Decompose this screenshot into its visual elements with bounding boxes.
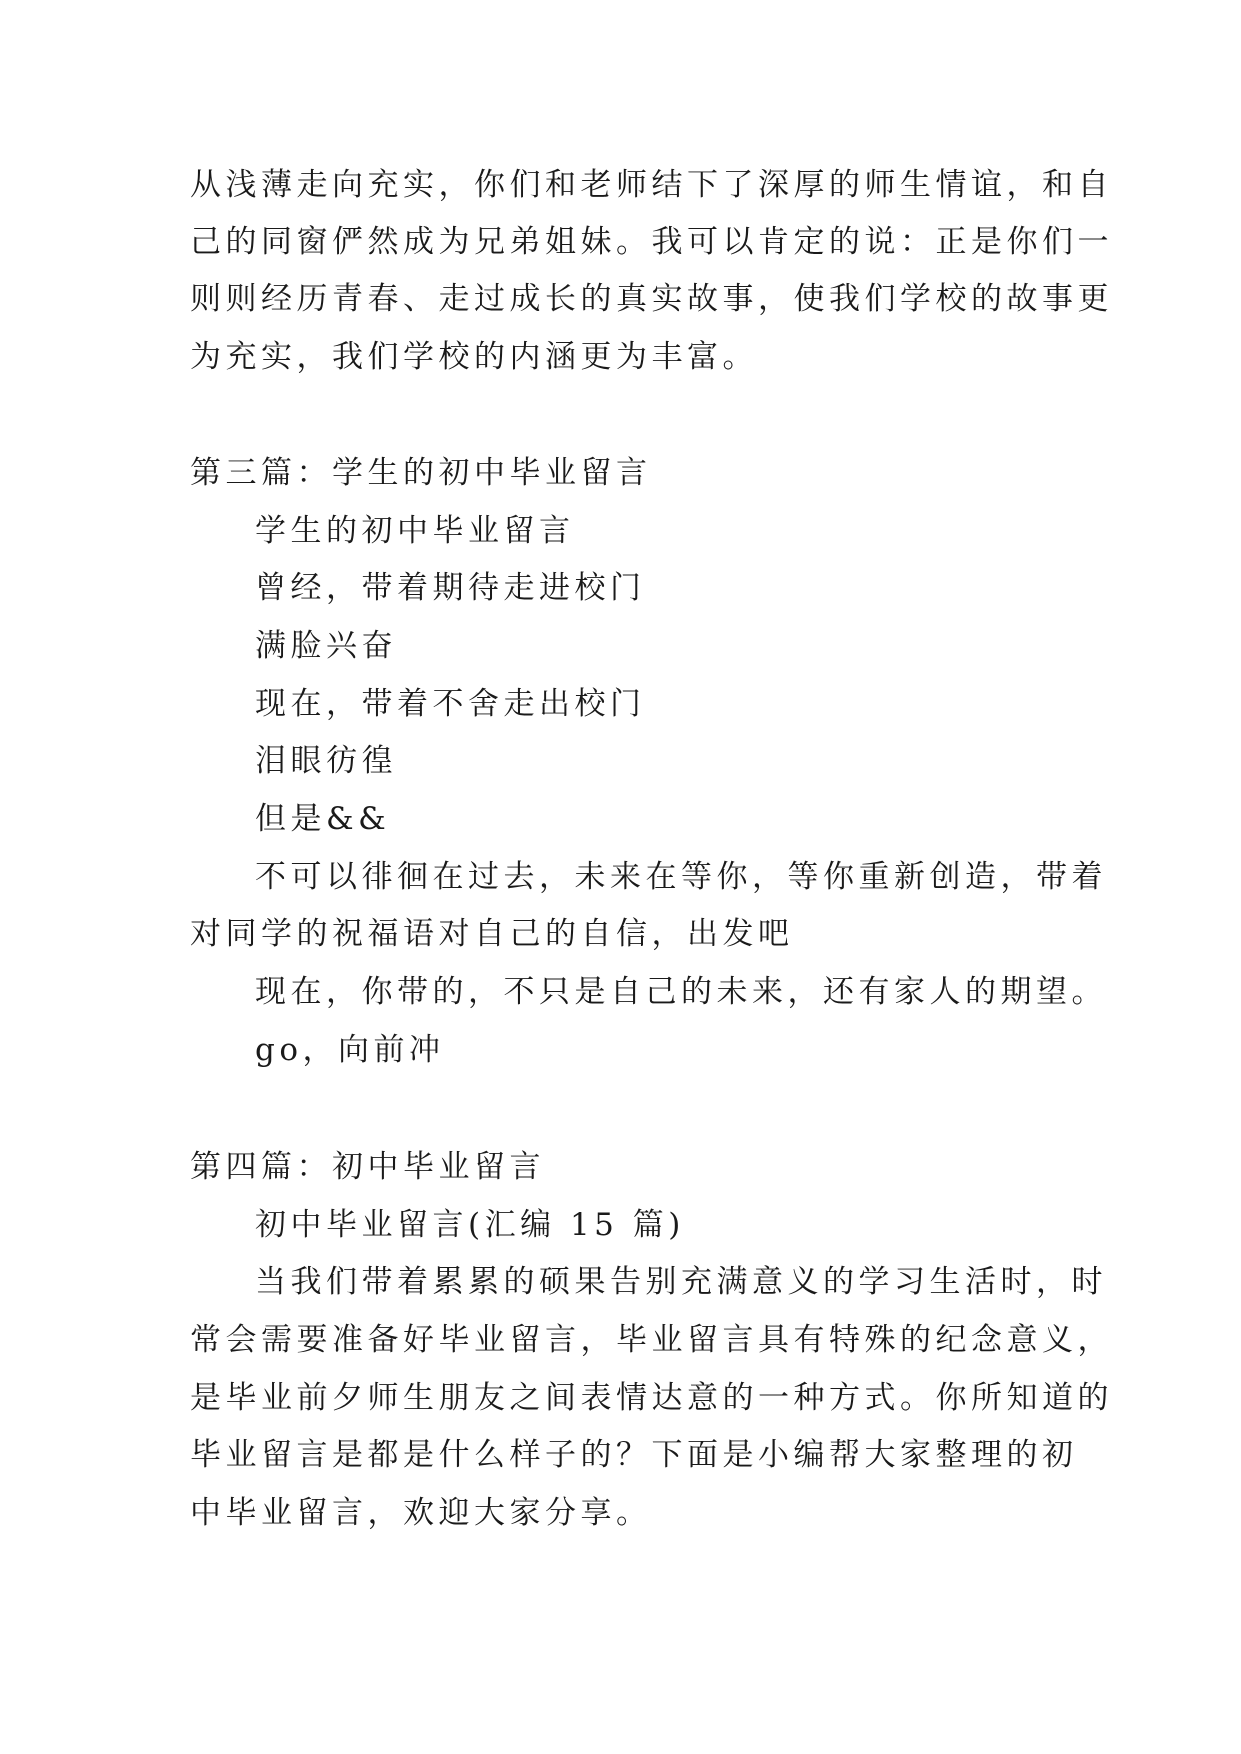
section3-line-7: 对同学的祝福语对自己的自信，出发吧 (190, 916, 794, 952)
section3-line-5: 但是&& (255, 801, 391, 837)
intro-line-4: 为充实，我们学校的内涵更为丰富。 (190, 339, 758, 375)
section3-line-4: 泪眼彷徨 (255, 743, 397, 779)
section4-paragraph-line-4: 毕业留言是都是什么样子的？下面是小编帮大家整理的初 (190, 1437, 1078, 1473)
section4-paragraph-line-1: 当我们带着累累的硕果告别充满意义的学习生活时，时 (255, 1264, 1107, 1300)
section3-line-6: 不可以徘徊在过去，未来在等你，等你重新创造，带着 (255, 859, 1107, 895)
intro-line-1: 从浅薄走向充实，你们和老师结下了深厚的师生情谊，和自 (190, 167, 1113, 203)
section4-paragraph-line-3: 是毕业前夕师生朋友之间表情达意的一种方式。你所知道的 (190, 1380, 1113, 1416)
intro-line-2: 己的同窗俨然成为兄弟姐妹。我可以肯定的说：正是你们一 (190, 224, 1113, 260)
section3-line-2: 满脸兴奋 (255, 628, 397, 664)
section3-line-9: go，向前冲 (255, 1032, 445, 1068)
section4-title: 初中毕业留言(汇编 15 篇) (255, 1207, 685, 1243)
section4-paragraph-line-2: 常会需要准备好毕业留言，毕业留言具有特殊的纪念意义， (190, 1322, 1113, 1358)
section3-line-1: 曾经，带着期待走进校门 (255, 570, 646, 606)
section3-title: 学生的初中毕业留言 (255, 513, 575, 549)
section4-paragraph-line-5: 中毕业留言，欢迎大家分享。 (190, 1495, 652, 1531)
section3-line-3: 现在，带着不舍走出校门 (255, 686, 646, 722)
section4-heading: 第四篇：初中毕业留言 (190, 1149, 545, 1185)
section3-heading: 第三篇：学生的初中毕业留言 (190, 455, 652, 491)
section3-line-8: 现在，你带的，不只是自己的未来，还有家人的期望。 (255, 974, 1107, 1010)
intro-line-3: 则则经历青春、走过成长的真实故事，使我们学校的故事更 (190, 281, 1113, 317)
